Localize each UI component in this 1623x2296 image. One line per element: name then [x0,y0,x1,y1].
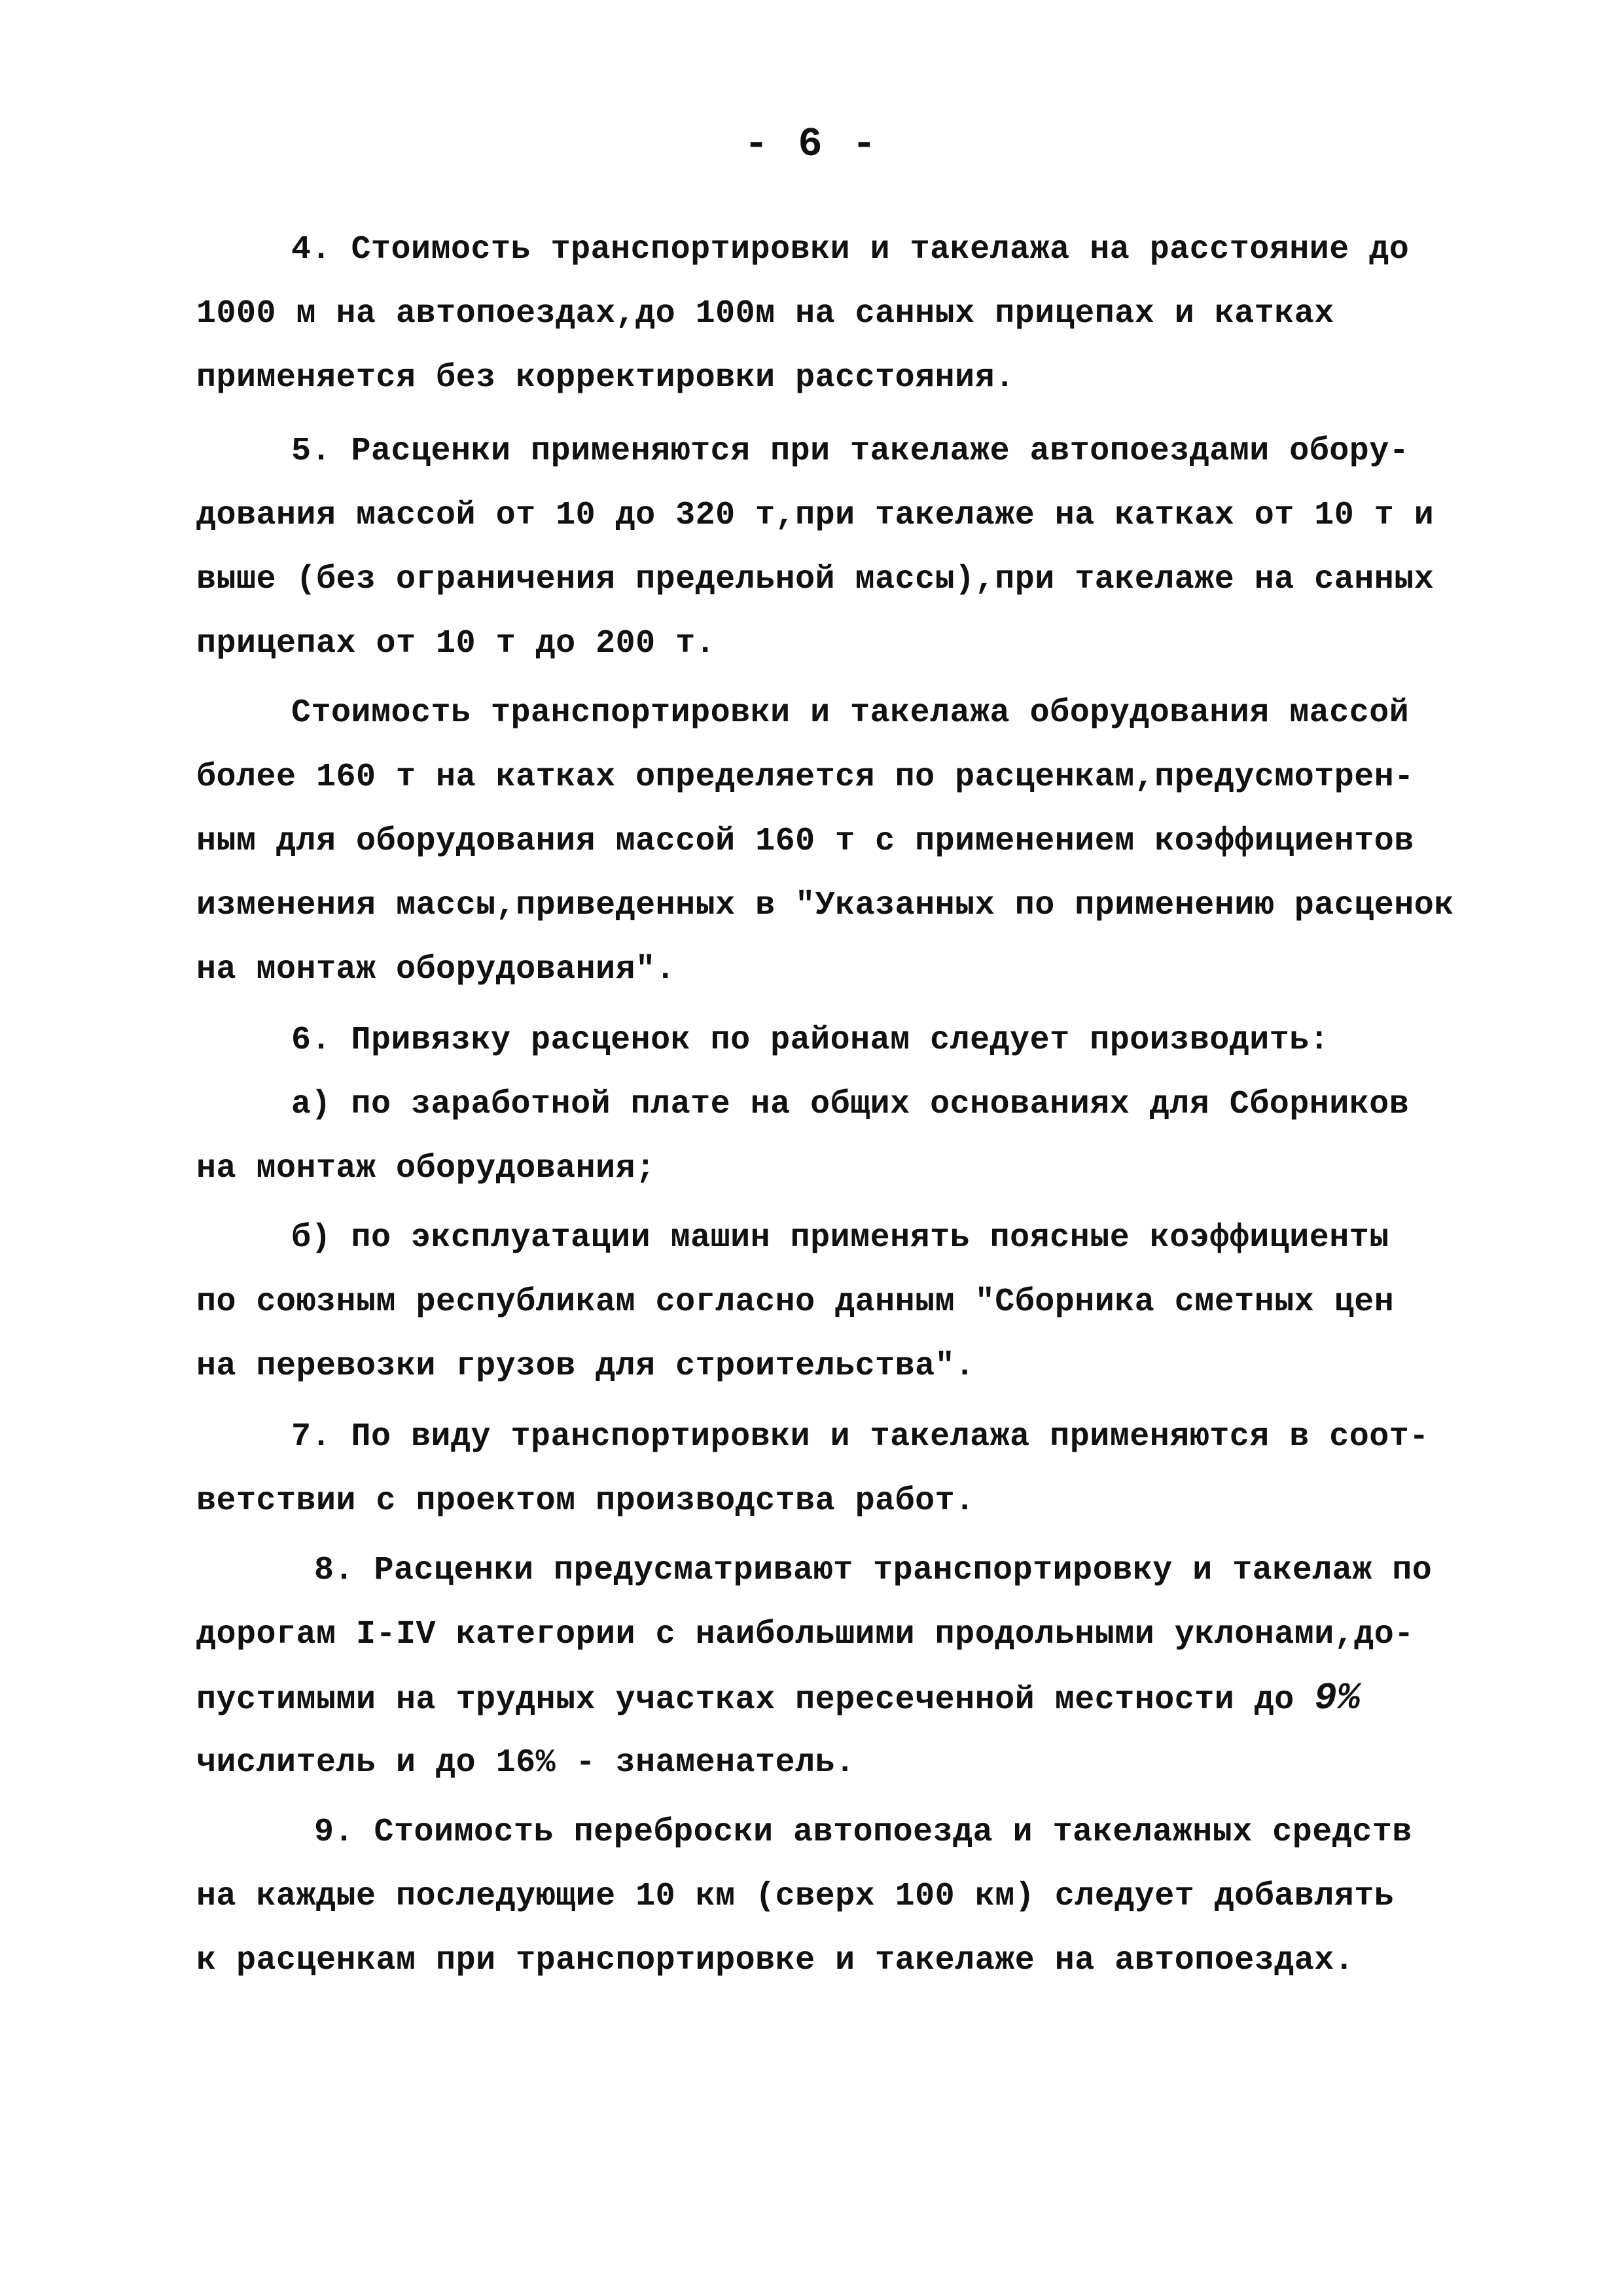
paragraph-6a-line-1: а) по заработной плате на общих основаниях для Сборников [291,1086,1410,1123]
paragraph-8-line-4: числитель и до 16% - знаменатель. [196,1744,855,1782]
paragraph-8-line-1: 8. Расценки предусматривают транспортировку и такелаж по [314,1552,1433,1589]
paragraph-cost-line-3: ным для оборудования массой 160 т с применением коэффициентов [196,823,1414,860]
paragraph-5-line-1: 5. Расценки применяются при такелаже автопоездами обору- [291,433,1410,470]
paragraph-cost-line-2: более 160 т на катках определяется по расценкам,предусмотрен- [196,759,1414,796]
percent-fraction: 9% [1310,1677,1364,1720]
paragraph-cost-line-1: Стоимость транспортировки и такелажа оборудования массой [291,694,1410,732]
paragraph-9-line-3: к расценкам при транспортировке и такелаже на автопоездах. [196,1942,1355,1979]
paragraph-7-line-2: ветствии с проектом производства работ. [196,1482,975,1520]
page-number: - 6 - [743,121,880,168]
paragraph-8-line-3 [196,1677,1364,1720]
paragraph-6b-line-3: на перевозки грузов для строительства". [196,1348,975,1385]
paragraph-6b-line-2: по союзным республикам согласно данным "Сборника сметных цен [196,1283,1395,1321]
paragraph-4-line-2: 1000 м на автопоездах,до 100м на санных прицепах и катках [196,295,1334,332]
paragraph-6b-line-1: б) по эксплуатации машин применять поясные коэффициенты [291,1219,1389,1257]
paragraph-4-line-3: применяется без корректировки расстояния. [196,359,1015,397]
paragraph-8-line-2: дорогам I-IV категории с наибольшими продольными уклонами,до- [196,1616,1414,1653]
paragraph-cost-line-5: на монтаж оборудования". [196,951,676,988]
paragraph-cost-line-4: изменения массы,приведенных в "Указанных по применению расценок [196,887,1454,924]
paragraph-5-line-2: дования массой от 10 до 320 т,при такелаже на катках от 10 т и [196,497,1435,534]
paragraph-8-line-3-text: пустимыми на трудных участках пересеченной местности до [196,1681,1294,1719]
paragraph-6a-line-2: на монтаж оборудования; [196,1150,656,1187]
paragraph-6-line-1: 6. Привязку расценок по районам следует производить: [291,1022,1330,1059]
paragraph-5-line-4: прицепах от 10 т до 200 т. [196,625,716,662]
paragraph-9-line-2: на каждые последующие 10 км (сверх 100 км) следует добавлять [196,1878,1395,1915]
paragraph-9-line-1: 9. Стоимость переброски автопоезда и такелажных средств [314,1814,1412,1851]
paragraph-7-line-1: 7. По виду транспортировки и такелажа применяются в соот- [291,1418,1429,1456]
paragraph-4-line-1: 4. Стоимость транспортировки и такелажа на расстояние до [291,231,1410,268]
paragraph-5-line-3: выше (без ограничения предельной массы),при такелаже на санных [196,561,1435,598]
